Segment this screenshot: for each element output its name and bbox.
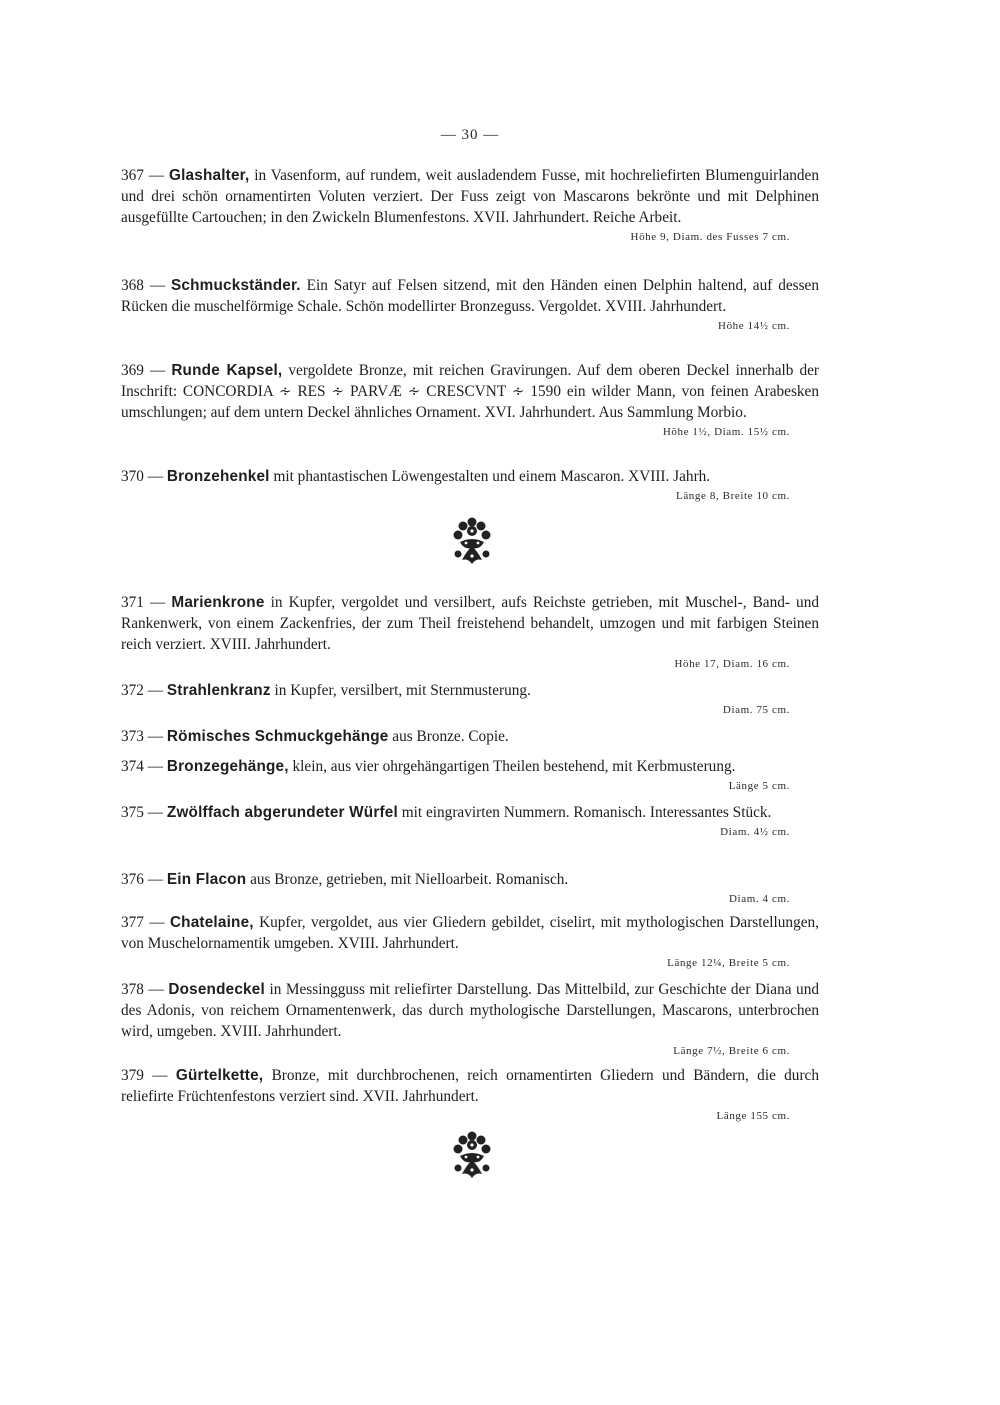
entry-dash: — [143,468,167,485]
entry-measurements: Länge 12¼, Breite 5 cm. [667,957,790,969]
entry-dash: — [143,594,172,611]
entry-title: Chatelaine, [169,914,254,931]
catalog-entry [121,466,819,505]
catalog-entry [121,592,819,673]
entry-title: Schmuckständer. [171,277,301,294]
entry-measurements: Höhe 1½, Diam. 15½ cm. [662,426,790,438]
entry-text [121,979,819,1042]
entry-number: 376 [121,871,144,888]
entry-dash: — [143,1067,176,1084]
entry-number: 372 [121,682,144,699]
entry-description: Bronze, mit durchbrochenen, reich ornamentirten Gliedern und Bändern, die durch reliefirte Früchtenfestons verziert sind. XVII. Jahrhundert. [121,1067,819,1105]
entry-number: 368 [121,277,144,294]
entry-measurements: Länge 8, Breite 10 cm. [676,490,790,502]
entry-title: Marienkrone [171,594,265,611]
entry-measurements: Höhe 9, Diam. des Fusses 7 cm. [630,231,790,243]
entry-dash: — [143,871,167,888]
entry-description: in Kupfer, versilbert, mit Sternmusterung. [270,682,531,699]
entry-dash: — [143,167,169,184]
catalog-entry [121,912,819,972]
entry-description: in Kupfer, vergoldet und versilbert, aufs Reichste getrieben, mit Muschel-, Band- und Rankenwerk, von einem Zackenfries, der zum Theil freistehend behandelt, umzogen und mit farbigen Steinen reich verziert. XVIII. Jahrhundert. [121,594,819,653]
entry-title: Gürtelkette, [175,1067,264,1084]
entry-number: 374 [121,758,144,775]
entry-number: 367 [121,167,144,184]
entry-title: Runde Kapsel, [171,362,283,379]
entry-text [121,592,819,655]
catalog-entry [121,680,819,719]
entry-measurements: Höhe 14½ cm. [718,320,790,332]
entry-measurements: Länge 5 cm. [728,780,790,792]
entry-dash: — [143,728,167,745]
entry-dash: — [143,362,172,379]
entry-text [121,360,819,423]
entry-title: Bronzehenkel [166,468,270,485]
entry-description: Kupfer, vergoldet, aus vier Gliedern gebildet, ciselirt, mit mythologischen Darstellungen, von Muschelornamentik umgeben. XVIII. Jahrhundert. [121,914,819,952]
entry-text [121,869,819,890]
catalog-entry [121,802,819,841]
catalog-entry [121,979,819,1060]
entry-number: 371 [121,594,144,611]
entry-text [121,680,819,701]
entry-title: Ein Flacon [166,871,247,888]
entry-title: Bronzegehänge, [166,758,289,775]
entry-description: mit phantastischen Löwengestalten und einem Mascaron. XVIII. Jahrh. [269,468,711,485]
entry-number: 377 [121,914,144,931]
entry-description: klein, aus vier ohrgehängartigen Theilen bestehend, mit Kerbmusterung. [288,758,736,775]
entry-description: in Vasenform, auf rundem, weit ausladendem Fusse, mit hochreliefirten Blumenguirlanden und drei schön ornamentirten Voluten verziert. Der Fuss zeigt von Mascarons bekrönte und mit Delphinen ausgefüllte Cartouchen; in den Zwickeln Blumenfestons. XVII. Jahrhundert. Reiche Arbeit. [121,167,819,226]
entry-description: vergoldete Bronze, mit reichen Gravirungen. Auf dem oberen Deckel innerhalb der Inschrift: CONCORDIA ∻ RES ∻ PARVÆ ∻ CRESCVNT ∻ 1590 ein wilder Mann, von feinen Arabesken umschlungen; auf dem untern Deckel ähnliches Ornament. XVI. Jahrhundert. Aus Sammlung Morbio. [121,362,819,421]
entry-measurements: Höhe 17, Diam. 16 cm. [674,658,790,670]
entry-description: mit eingravirten Nummern. Romanisch. Interessantes Stück. [397,804,772,821]
catalog-entry [121,165,819,246]
entry-number: 378 [121,981,144,998]
entry-measurements: Diam. 75 cm. [722,704,790,716]
entry-title: Römisches Schmuckgehänge [166,728,389,745]
catalog-entry [121,1065,819,1125]
entry-title: Strahlenkranz [166,682,271,699]
entry-measurements: Diam. 4½ cm. [720,826,790,838]
entry-text [121,466,819,487]
entry-text [121,912,819,954]
floral-ornament-icon [450,1130,494,1182]
entry-text [121,275,819,317]
entry-number: 373 [121,728,144,745]
entry-description: aus Bronze. Copie. [388,728,509,745]
entry-description: in Messingguss mit reliefirter Darstellung. Das Mittelbild, zur Geschichte der Diana und des Adonis, von reichem Ornamentenwerk, das durch mythologische Darstellungen, Mascarons, unterbrochen wird, umgeben. XVIII. Jahrhundert. [121,981,819,1040]
catalog-entry [121,756,819,795]
entry-text [121,726,819,747]
entry-text [121,756,819,777]
entry-measurements: Diam. 4 cm. [729,893,790,905]
entry-text [121,1065,819,1107]
page-number: — 30 — [440,127,500,143]
floral-ornament-icon [450,516,494,568]
entry-text [121,165,819,228]
entry-number: 370 [121,468,144,485]
catalog-entry [121,726,819,747]
entry-dash: — [143,914,170,931]
catalog-entry [121,869,819,908]
entry-measurements: Länge 155 cm. [716,1110,790,1122]
entry-title: Glashalter, [168,167,250,184]
entry-dash: — [143,981,169,998]
entry-title: Dosendeckel [168,981,265,998]
entry-description: aus Bronze, getrieben, mit Nielloarbeit. Romanisch. [246,871,569,888]
entry-text [121,802,819,823]
entry-description: Ein Satyr auf Felsen sitzend, mit den Händen einen Delphin haltend, auf dessen Rücken die muschelförmige Schale. Schön modellirter Bronzeguss. Vergoldet. XVIII. Jahrhundert. [121,277,819,315]
entry-number: 375 [121,804,144,821]
entry-dash: — [143,804,167,821]
entry-measurements: Länge 7½, Breite 6 cm. [673,1045,790,1057]
catalog-entry [121,360,819,441]
entry-number: 369 [121,362,144,379]
entry-dash: — [143,277,172,294]
entry-number: 379 [121,1067,144,1084]
entry-title: Zwölffach abgerundeter Würfel [166,804,398,821]
entry-dash: — [143,682,167,699]
entry-dash: — [143,758,167,775]
catalog-entry [121,275,819,335]
